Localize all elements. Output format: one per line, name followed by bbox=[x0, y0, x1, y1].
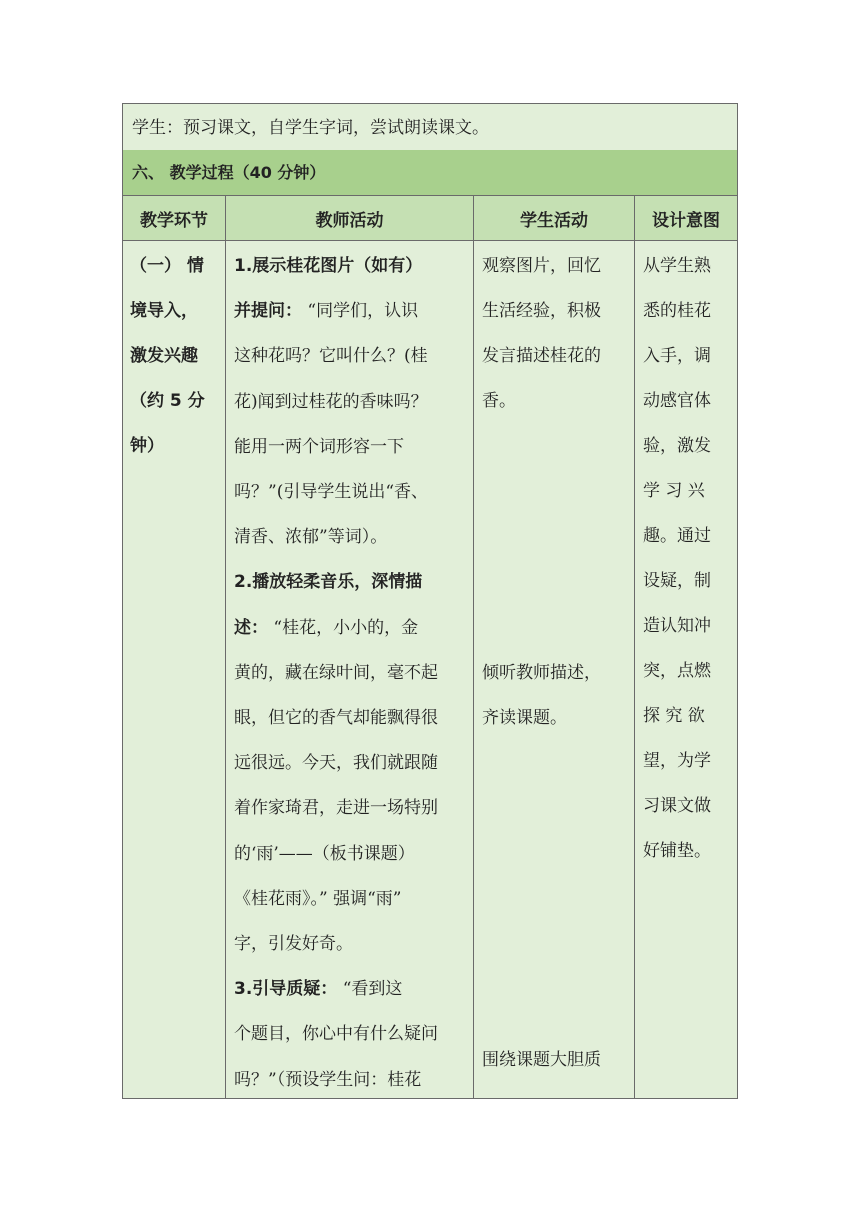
teacher-line: 个题目，你心中有什么疑问 bbox=[234, 1024, 438, 1045]
teacher-line: 黄的，藏在绿叶间，毫不起 bbox=[234, 662, 438, 683]
stage-line: 境导入， bbox=[130, 301, 198, 321]
stage-line: 钟） bbox=[130, 436, 164, 456]
intent-line: 动感官体 bbox=[643, 391, 711, 411]
teacher-line: 吗？”(引导学生说出“香、 bbox=[234, 482, 429, 502]
teacher-line: 字，引发好奇。 bbox=[234, 934, 353, 954]
student-line: 观察图片，回忆 bbox=[482, 256, 601, 276]
teacher-line: 1.展示桂花图片（如有） bbox=[234, 256, 423, 276]
teacher-line: 吗？”（预设学生问：桂花 bbox=[234, 1069, 422, 1090]
student-activity-cell bbox=[473, 241, 635, 1099]
teacher-line: 着作家琦君，走进一场特别 bbox=[234, 798, 438, 819]
teacher-line: 花)闻到过桂花的香味吗？ bbox=[234, 391, 428, 412]
intent-line: 好铺垫。 bbox=[643, 841, 711, 861]
teacher-activity-cell bbox=[225, 241, 474, 1099]
header-design-intent: 设计意图 bbox=[634, 196, 738, 241]
header-teacher-activity: 教师活动 bbox=[225, 196, 474, 241]
preparation-row bbox=[122, 103, 738, 152]
header-stage: 教学环节 bbox=[122, 196, 226, 241]
intent-line: 探 究 欲 bbox=[643, 706, 705, 726]
stage-cell bbox=[122, 241, 226, 1099]
stage-line: 激发兴趣 bbox=[130, 346, 198, 366]
teacher-line: 《桂花雨》。” 强调“雨” bbox=[234, 888, 402, 909]
teacher-line: 这种花吗？它叫什么？(桂 bbox=[234, 346, 428, 367]
student-line: 齐读课题。 bbox=[482, 708, 567, 728]
intent-line: 设疑，制 bbox=[643, 571, 711, 591]
intent-line: 验，激发 bbox=[643, 436, 711, 456]
teacher-line: 3.引导质疑： “看到这 bbox=[234, 979, 403, 1000]
intent-line: 学 习 兴 bbox=[643, 481, 705, 501]
teacher-line: 眼，但它的香气却能飘得很 bbox=[234, 708, 438, 728]
intent-line: 造认知冲 bbox=[643, 616, 711, 636]
student-line: 发言描述桂花的 bbox=[482, 346, 601, 366]
section-title-row bbox=[122, 150, 738, 196]
intent-line: 突，点燃 bbox=[643, 661, 711, 681]
header-student-activity: 学生活动 bbox=[473, 196, 635, 241]
section-title: 六、 教学过程（40 分钟） bbox=[132, 163, 326, 182]
student-line: 围绕课题大胆质 bbox=[482, 1050, 601, 1070]
intent-line: 趣。通过 bbox=[643, 526, 711, 546]
intent-line: 入手，调 bbox=[643, 346, 711, 366]
student-line: 生活经验，积极 bbox=[482, 301, 601, 321]
design-intent-cell bbox=[634, 241, 738, 1099]
stage-line: （一） 情 bbox=[130, 256, 204, 276]
preparation-text: 学生：预习课文，自学生字词，尝试朗读课文。 bbox=[132, 118, 489, 138]
teacher-line: 述： “桂花，小小的，金 bbox=[234, 617, 419, 638]
teacher-line: 能用一两个词形容一下 bbox=[234, 436, 404, 457]
student-line: 香。 bbox=[482, 391, 516, 411]
intent-line: 悉的桂花 bbox=[643, 301, 711, 321]
intent-line: 习课文做 bbox=[643, 796, 711, 816]
intent-line: 从学生熟 bbox=[643, 256, 711, 276]
student-line: 倾听教师描述， bbox=[482, 663, 601, 683]
teacher-line: 的‘雨’——（板书课题） bbox=[234, 843, 415, 864]
teacher-line: 2.播放轻柔音乐，深情描 bbox=[234, 572, 423, 593]
intent-line: 望，为学 bbox=[643, 751, 711, 771]
teacher-line: 并提问： “同学们，认识 bbox=[234, 301, 419, 322]
teacher-line: 清香、浓郁”等词）。 bbox=[234, 527, 388, 548]
stage-line: （约 5 分 bbox=[130, 391, 205, 411]
teacher-line: 远很远。今天，我们就跟随 bbox=[234, 753, 438, 774]
